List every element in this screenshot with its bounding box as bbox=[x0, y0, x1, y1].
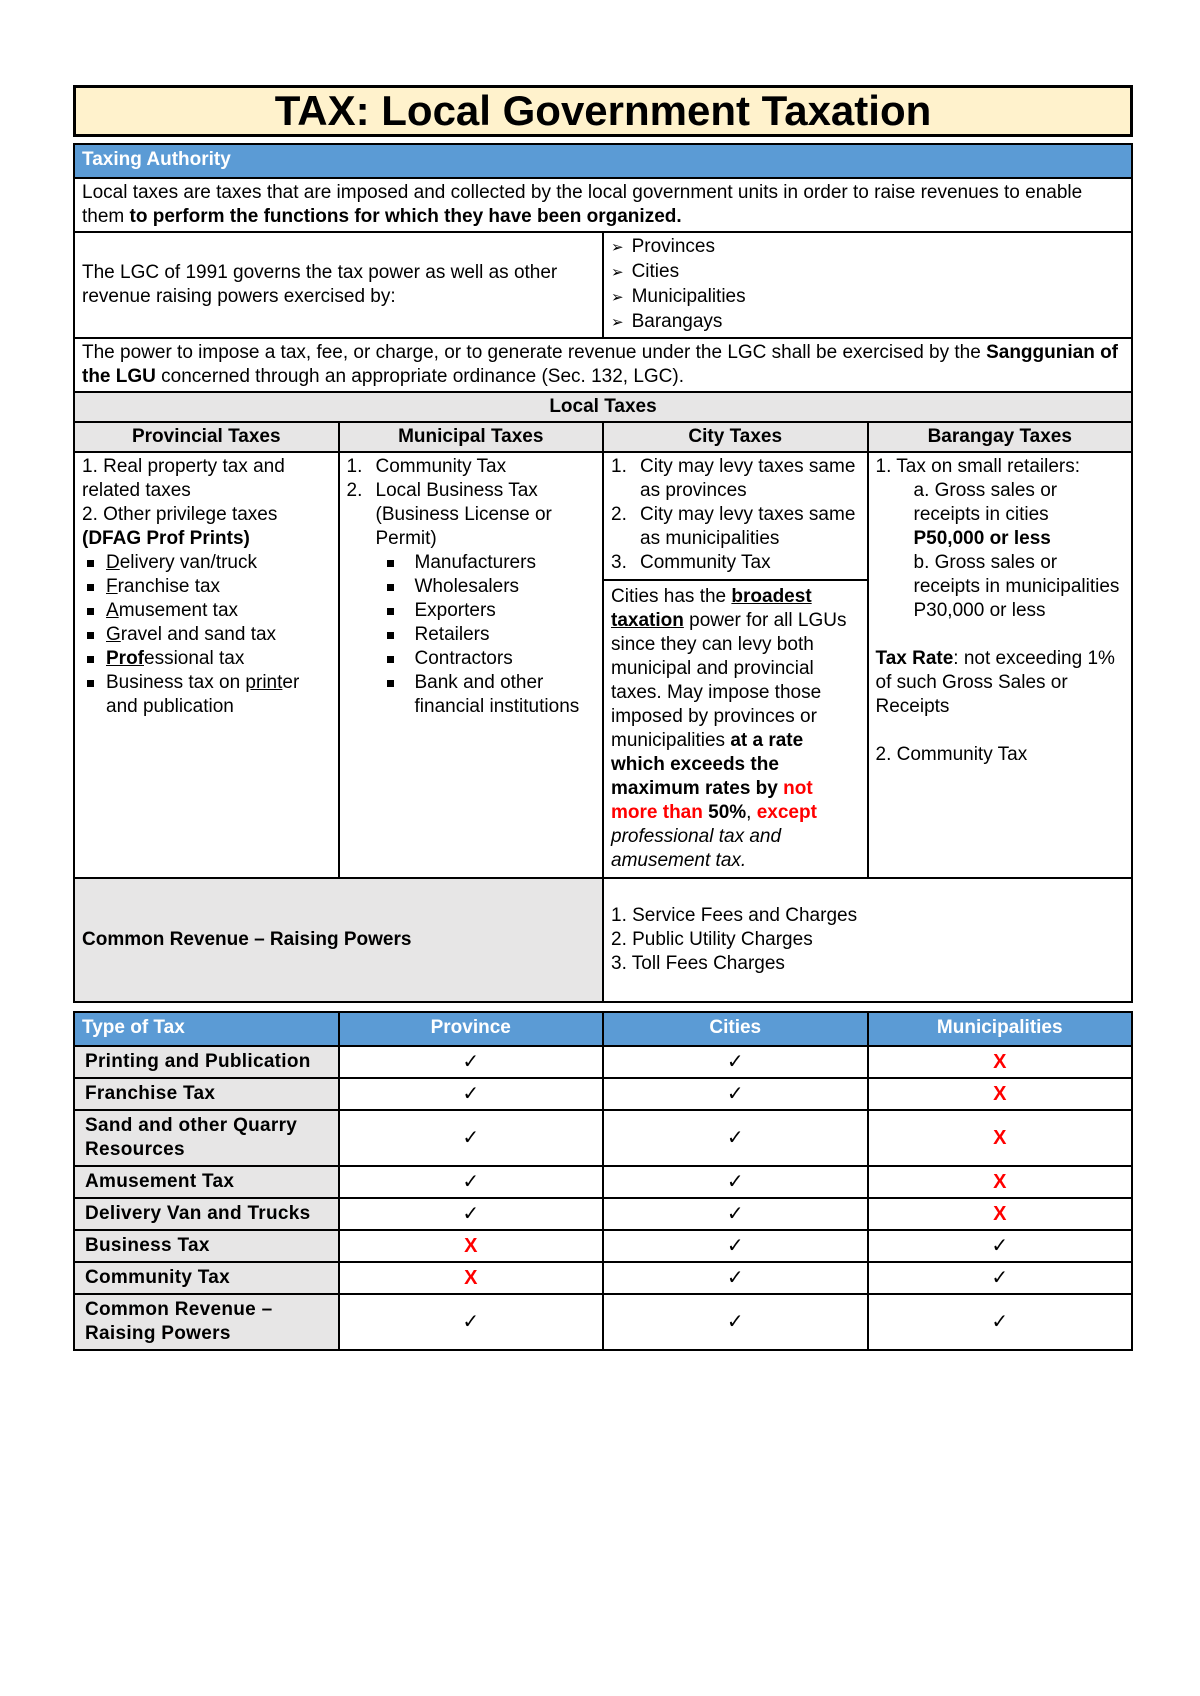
check-mark-icon: ✓ bbox=[726, 1235, 744, 1257]
list-item: Retailers bbox=[387, 623, 596, 647]
check-mark-icon: ✓ bbox=[991, 1311, 1009, 1333]
check-mark-icon: ✓ bbox=[991, 1235, 1009, 1257]
table-row bbox=[74, 1198, 1132, 1230]
lgu-list bbox=[603, 232, 1132, 338]
mark-cell bbox=[603, 1110, 868, 1166]
city-taxes-note: Cities has the broadest taxation power for all LGUs since they can levy both municipal and provincial taxes. May impose those imposed by provinces or municipalities at a rate which exceeds the maximum rates by not more than 50%, except professional tax and amusement tax. bbox=[604, 579, 867, 873]
provincial-taxes-header: Provincial Taxes bbox=[74, 422, 339, 452]
lgu-list-item: ➢ Municipalities bbox=[611, 285, 1124, 310]
list-item: Exporters bbox=[387, 599, 596, 623]
taxing-authority-table bbox=[73, 143, 1133, 1003]
list-item: 3. Community Tax bbox=[611, 552, 771, 573]
mark-cell bbox=[868, 1166, 1133, 1198]
check-mark-icon: ✓ bbox=[726, 1083, 744, 1105]
x-mark-icon: X bbox=[993, 1203, 1007, 1225]
list-item: Bank and other financial institutions bbox=[387, 671, 596, 719]
check-mark-icon: ✓ bbox=[726, 1203, 744, 1225]
document-page bbox=[73, 85, 1133, 1351]
mark-cell bbox=[603, 1046, 868, 1078]
municipal-taxes-cell bbox=[339, 452, 604, 878]
list-item: Contractors bbox=[387, 647, 596, 671]
x-mark-icon: X bbox=[993, 1127, 1007, 1149]
list-item: Wholesalers bbox=[387, 575, 596, 599]
municipal-taxes-header: Municipal Taxes bbox=[339, 422, 604, 452]
mark-cell bbox=[339, 1046, 604, 1078]
tax-type-label: Franchise Tax bbox=[74, 1078, 339, 1110]
list-item: 3. Toll Fees Charges bbox=[611, 953, 785, 974]
city-taxes-cell bbox=[603, 452, 868, 878]
barangay-taxes-header: Barangay Taxes bbox=[868, 422, 1133, 452]
list-item: 1. City may levy taxes same as provinces bbox=[611, 456, 856, 501]
power-to-impose-text: The power to impose a tax, fee, or charge, or to generate revenue under the LGC shall be exercised by the Sanggunian of the LGU concerned through an appropriate ordinance (Sec. 132, LGC). bbox=[74, 338, 1132, 392]
x-mark-icon: X bbox=[993, 1171, 1007, 1193]
tax-type-label: Sand and other Quarry Resources bbox=[74, 1110, 339, 1166]
mark-cell bbox=[868, 1078, 1133, 1110]
mark-cell bbox=[603, 1230, 868, 1262]
mark-cell bbox=[339, 1110, 604, 1166]
table-row bbox=[74, 1046, 1132, 1078]
x-mark-icon: X bbox=[464, 1235, 478, 1257]
list-item: Franchise tax bbox=[82, 575, 331, 599]
list-item: 1. Service Fees and Charges bbox=[611, 905, 858, 926]
lgc-governs-text: The LGC of 1991 governs the tax power as well as other revenue raising powers exercised by: bbox=[74, 232, 603, 338]
column-header-province: Province bbox=[339, 1012, 604, 1046]
tax-comparison-table bbox=[73, 1011, 1133, 1351]
table-row bbox=[74, 1230, 1132, 1262]
mark-cell bbox=[868, 1230, 1133, 1262]
mark-cell bbox=[339, 1230, 604, 1262]
lgu-list-item: ➢ Barangays bbox=[611, 310, 1124, 335]
lgu-list-item: ➢ Provinces bbox=[611, 235, 1124, 260]
table-row bbox=[74, 1262, 1132, 1294]
list-item: 2. Local Business Tax (Business License or Permit) bbox=[346, 480, 552, 549]
mark-cell bbox=[603, 1166, 868, 1198]
list-item: 1. Community Tax bbox=[346, 456, 507, 477]
mark-cell bbox=[603, 1262, 868, 1294]
x-mark-icon: X bbox=[993, 1051, 1007, 1073]
mark-cell bbox=[339, 1166, 604, 1198]
tax-type-label: Delivery Van and Trucks bbox=[74, 1198, 339, 1230]
list-item: Business tax on printer and publication bbox=[82, 671, 331, 719]
list-item: 2. City may levy taxes same as municipalities bbox=[611, 504, 856, 549]
check-mark-icon: ✓ bbox=[726, 1171, 744, 1193]
tax-type-label: Amusement Tax bbox=[74, 1166, 339, 1198]
mark-cell bbox=[868, 1110, 1133, 1166]
mark-cell bbox=[868, 1294, 1133, 1350]
mark-cell bbox=[339, 1262, 604, 1294]
dfag-list bbox=[82, 551, 331, 719]
mark-cell bbox=[339, 1294, 604, 1350]
table-row bbox=[74, 1078, 1132, 1110]
check-mark-icon: ✓ bbox=[726, 1127, 744, 1149]
tax-type-label: Common Revenue – Raising Powers bbox=[74, 1294, 339, 1350]
page-title: TAX: Local Government Taxation bbox=[73, 85, 1133, 137]
check-mark-icon: ✓ bbox=[726, 1051, 744, 1073]
local-taxes-header: Local Taxes bbox=[74, 392, 1132, 422]
table-row bbox=[74, 1110, 1132, 1166]
mark-cell bbox=[339, 1078, 604, 1110]
table-row bbox=[74, 1294, 1132, 1350]
check-mark-icon: ✓ bbox=[462, 1203, 480, 1225]
check-mark-icon: ✓ bbox=[726, 1311, 744, 1333]
list-item: 2. Public Utility Charges bbox=[611, 929, 813, 950]
check-mark-icon: ✓ bbox=[726, 1267, 744, 1289]
lgu-list-item: ➢ Cities bbox=[611, 260, 1124, 285]
tax-type-label: Community Tax bbox=[74, 1262, 339, 1294]
mark-cell bbox=[868, 1198, 1133, 1230]
tax-type-label: Business Tax bbox=[74, 1230, 339, 1262]
list-item: Amusement tax bbox=[82, 599, 331, 623]
mark-cell bbox=[868, 1046, 1133, 1078]
column-header-cities: Cities bbox=[603, 1012, 868, 1046]
list-item: Manufacturers bbox=[387, 551, 596, 575]
tax-type-label: Printing and Publication bbox=[74, 1046, 339, 1078]
x-mark-icon: X bbox=[993, 1083, 1007, 1105]
x-mark-icon: X bbox=[464, 1267, 478, 1289]
local-taxes-definition: Local taxes are taxes that are imposed and collected by the local government units in order to raise revenues to enable them to perform the functions for which they have been organized. bbox=[74, 178, 1132, 232]
provincial-taxes-cell: 1. Real property tax and related taxes 2. Other privilege taxes (DFAG Prof Prints) Delivery van/truck Franchise tax Amusement tax Gravel and sand tax Professional tax Business tax on printer and publication bbox=[74, 452, 339, 878]
mark-cell bbox=[603, 1078, 868, 1110]
taxing-authority-header: Taxing Authority bbox=[74, 144, 1132, 178]
list-item: Professional tax bbox=[82, 647, 331, 671]
barangay-taxes-cell: 1. Tax on small retailers: a. Gross sales or receipts in cities P50,000 or less b. Gross sales or receipts in municipalities P30,000 or less Tax Rate: not exceeding 1% of such Gross Sales or Receipts 2. Community Tax bbox=[868, 452, 1133, 878]
mark-cell bbox=[339, 1198, 604, 1230]
mark-cell bbox=[603, 1198, 868, 1230]
check-mark-icon: ✓ bbox=[462, 1311, 480, 1333]
check-mark-icon: ✓ bbox=[462, 1051, 480, 1073]
list-item: Gravel and sand tax bbox=[82, 623, 331, 647]
business-tax-list bbox=[347, 551, 596, 719]
mark-cell bbox=[603, 1294, 868, 1350]
list-item: Delivery van/truck bbox=[82, 551, 331, 575]
common-revenue-label: Common Revenue – Raising Powers bbox=[74, 878, 603, 1002]
mark-cell bbox=[868, 1262, 1133, 1294]
column-header-type: Type of Tax bbox=[74, 1012, 339, 1046]
check-mark-icon: ✓ bbox=[991, 1267, 1009, 1289]
check-mark-icon: ✓ bbox=[462, 1171, 480, 1193]
city-taxes-header: City Taxes bbox=[603, 422, 868, 452]
table-row bbox=[74, 1166, 1132, 1198]
common-revenue-list bbox=[603, 878, 1132, 1002]
check-mark-icon: ✓ bbox=[462, 1083, 480, 1105]
check-mark-icon: ✓ bbox=[462, 1127, 480, 1149]
column-header-municipalities: Municipalities bbox=[868, 1012, 1133, 1046]
